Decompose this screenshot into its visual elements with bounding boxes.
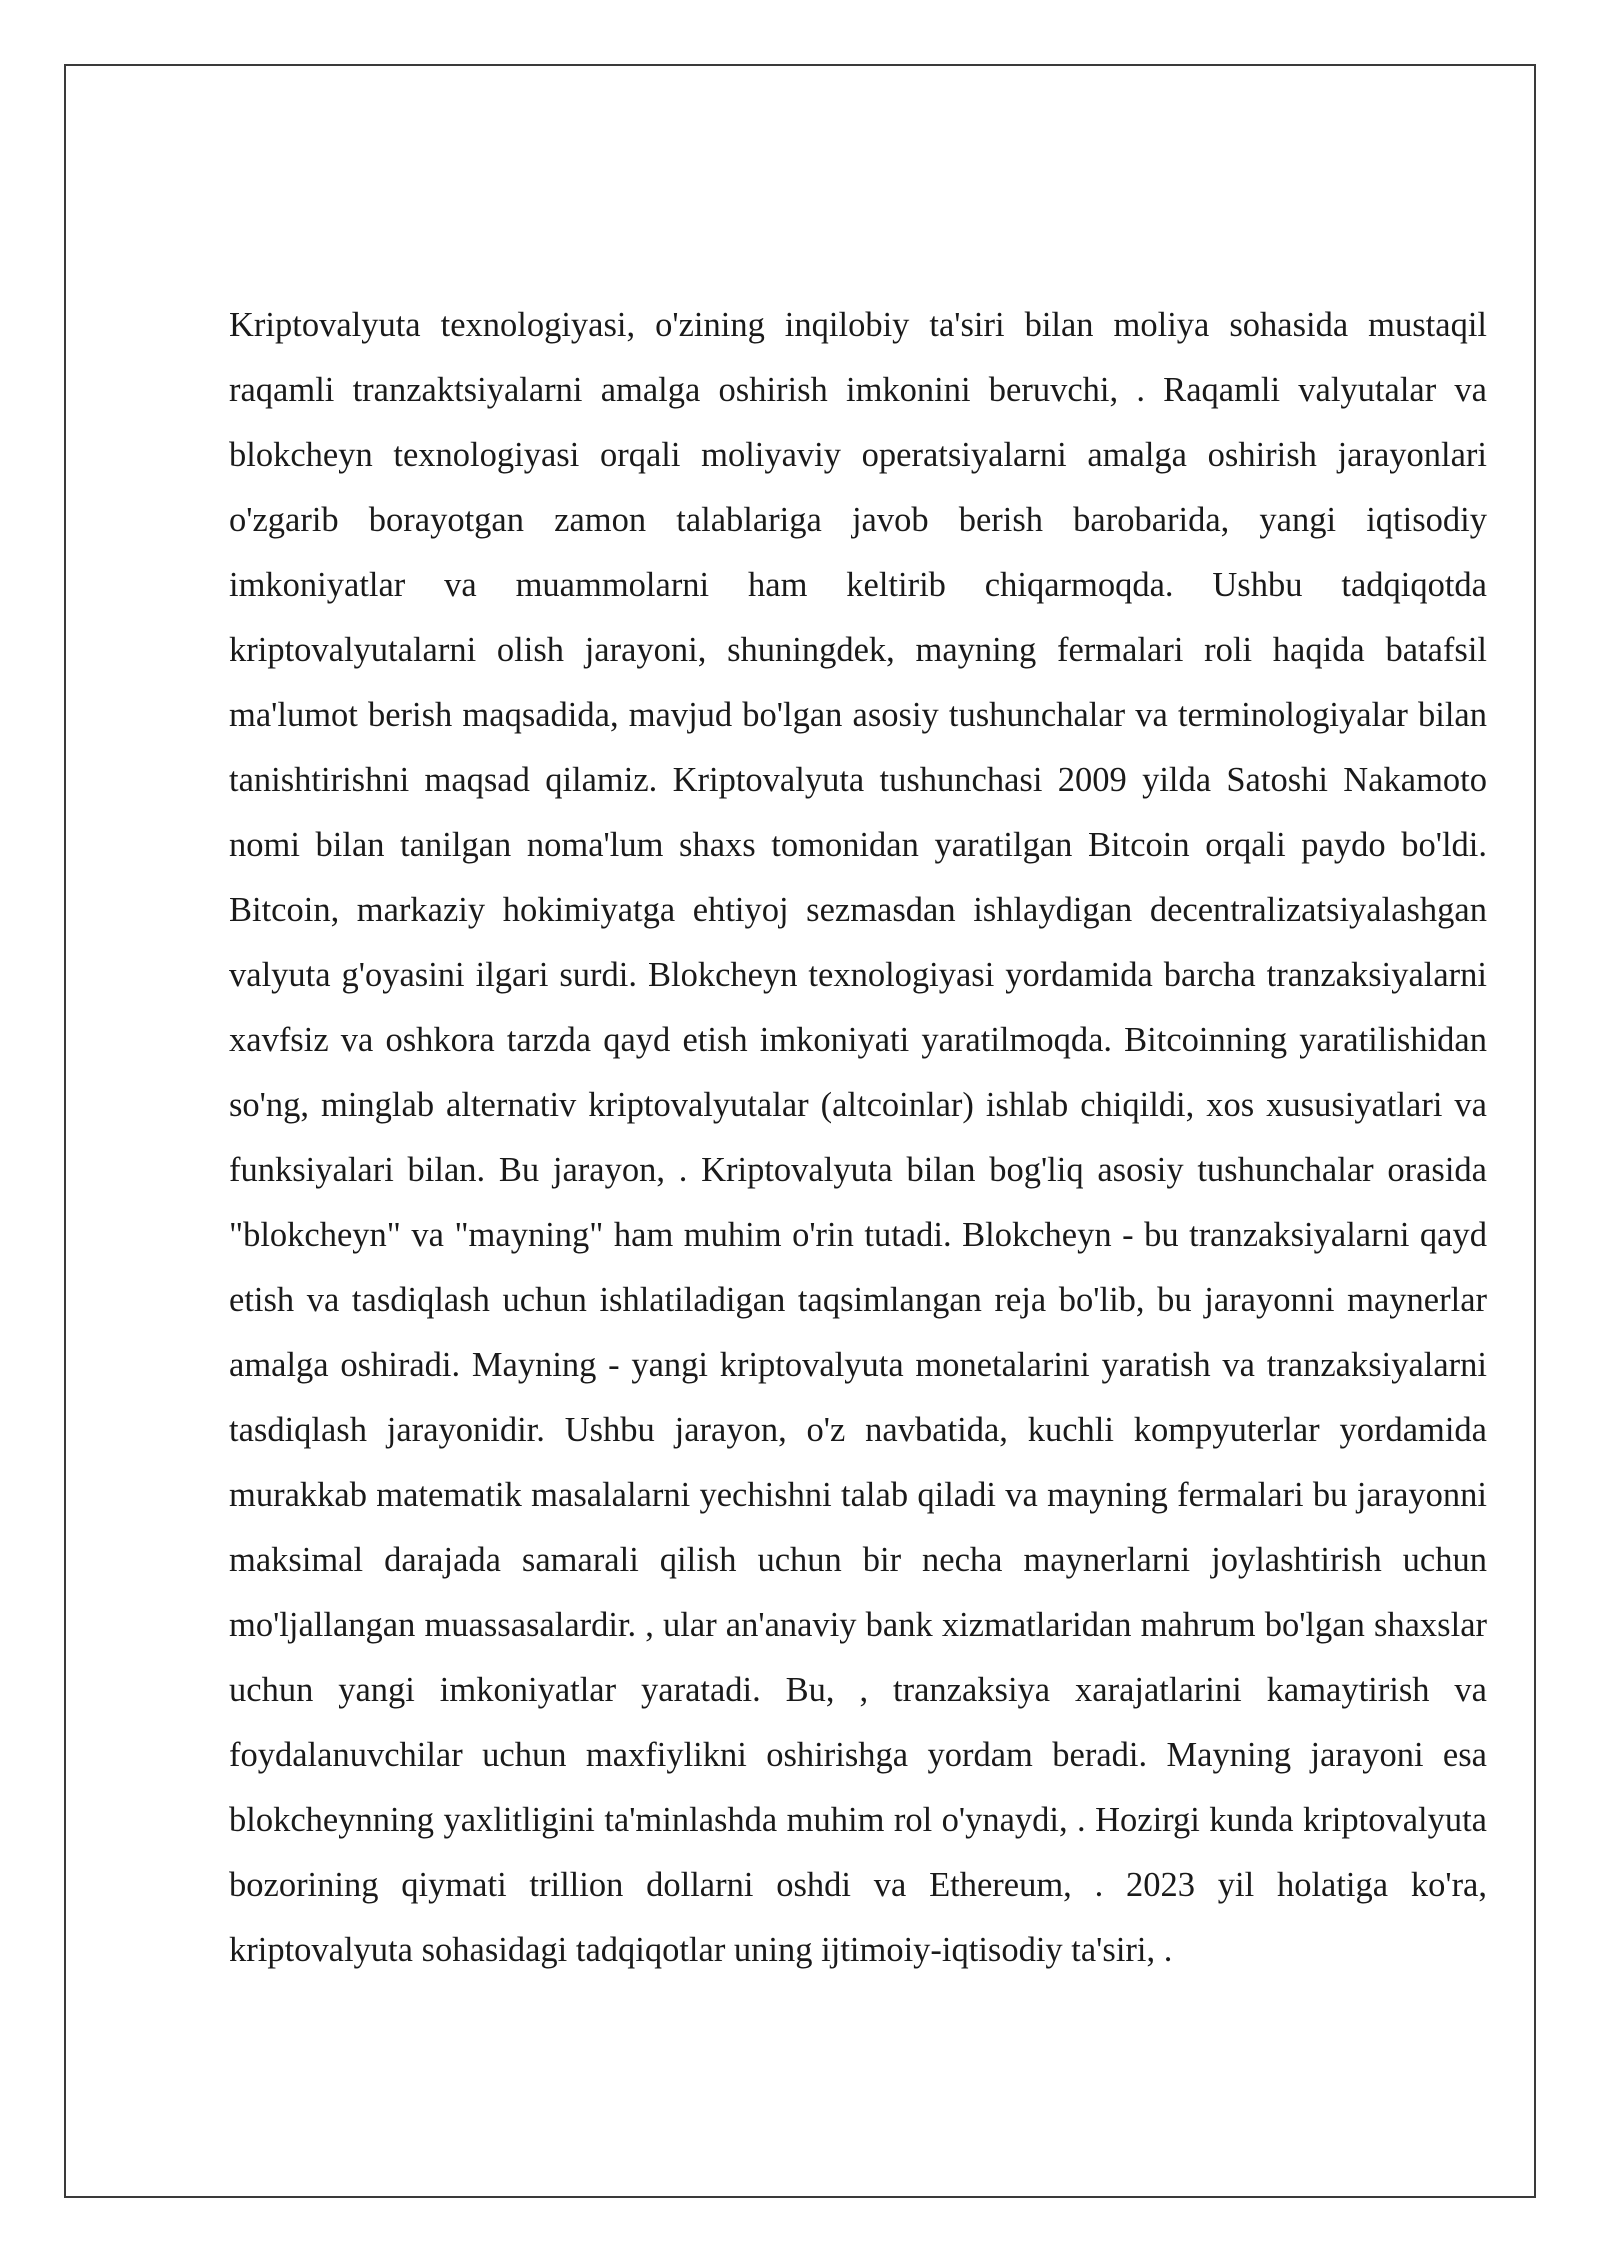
body-paragraph: Kriptovalyuta texnologiyasi, o'zining inqilobiy ta'siri bilan moliya sohasida mustaqil raqamli tranzaktsiyalarni amalga oshirish imkonini beruvchi, . Raqamli valyutalar va blokcheyn texnologiyasi orqali moliyaviy operatsiyalarni amalga oshirish jarayonlari o'zgarib borayotgan zamon talablariga javob berish barobarida, yangi iqtisodiy imkoniyatlar va muammolarni ham keltirib chiqarmoqda. Ushbu tadqiqotda kriptovalyutalarni olish jarayoni, shuningdek, mayning fermalari roli haqida batafsil ma'lumot berish maqsadida, mavjud bo'lgan asosiy tushunchalar va terminologiyalar bilan tanishtirishni maqsad qilamiz. Kriptovalyuta tushunchasi 2009 yilda Satoshi Nakamoto nomi bilan tanilgan noma'lum shaxs tomonidan yaratilgan Bitcoin orqali paydo bo'ldi. Bitcoin, markaziy hokimiyatga ehtiyoj sezmasdan ishlaydigan decentralizatsiyalashgan valyuta g'oyasini ilgari surdi. Blokcheyn texnologiyasi yordamida barcha tranzaksiyalarni xavfsiz va oshkora tarzda qayd etish imkoniyati yaratilmoqda. Bitcoinning yaratilishidan so'ng, minglab alternativ kriptovalyutalar (altcoinlar) ishlab chiqildi, xos xususiyatlari va funksiyalari bilan. Bu jarayon, . Kriptovalyuta bilan bog'liq asosiy tushunchalar orasida "blokcheyn" va "mayning" ham muhim o'rin tutadi. Blokcheyn - bu tranzaksiyalarni qayd etish va tasdiqlash uchun ishlatiladigan taqsimlangan reja bo'lib, bu jarayonni maynerlar amalga oshiradi. Mayning - yangi kriptovalyuta monetalarini yaratish va tranzaksiyalarni tasdiqlash jarayonidir. Ushbu jarayon, o'z navbatida, kuchli kompyuterlar yordamida murakkab matematik masalalarni yechishni talab qiladi va mayning fermalari bu jarayonni maksimal darajada samarali qilish uchun bir necha maynerlarni joylashtirish uchun mo'ljallangan muassasalardir. , ular an'anaviy bank xizmatlaridan mahrum bo'lgan shaxslar uchun yangi imkoniyatlar yaratadi. Bu, , tranzaksiya xarajatlarini kamaytirish va foydalanuvchilar uchun maxfiylikni oshirishga yordam beradi. Mayning jarayoni esa blokcheynning yaxlitligini ta'minlashda muhim rol o'ynaydi, . Hozirgi kunda kriptovalyuta bozorining qiymati trillion dollarni oshdi va Ethereum, . 2023 yil holatiga ko'ra, kriptovalyuta sohasidagi tadqiqotlar uning ijtimoiy-iqtisodiy ta'siri, . [229,306,1487,1969]
